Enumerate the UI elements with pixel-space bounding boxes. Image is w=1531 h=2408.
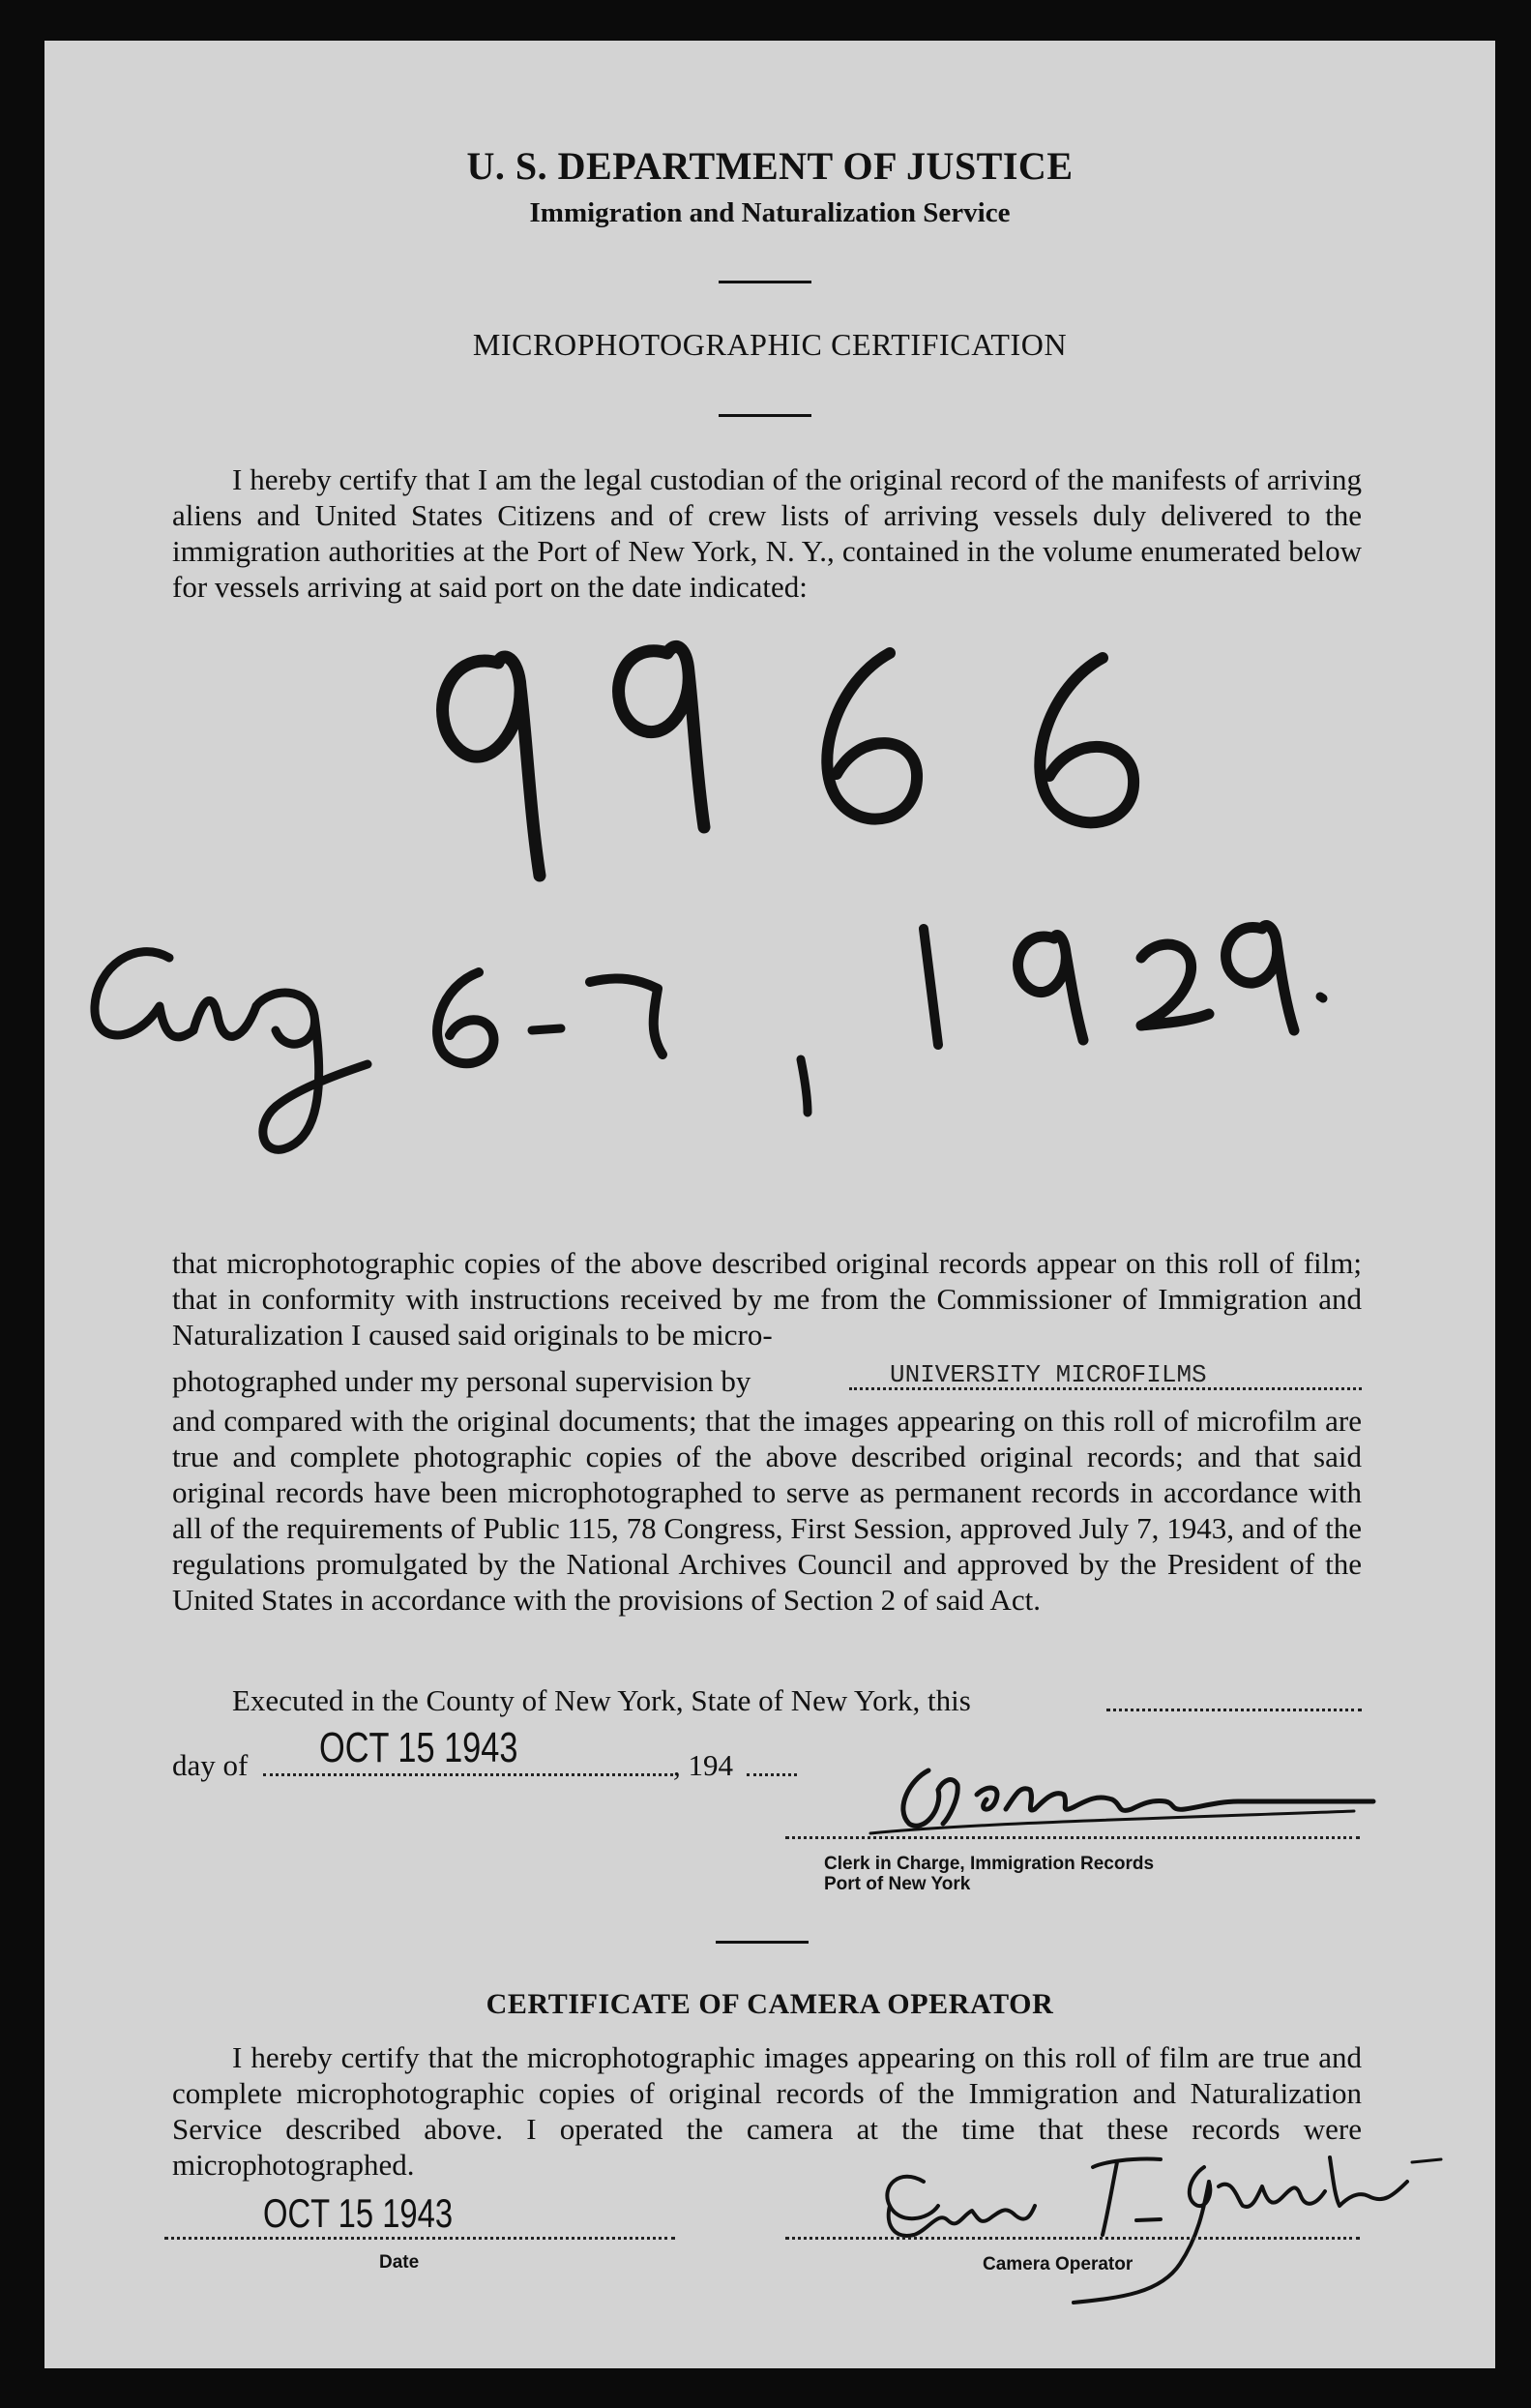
- execution-date-stamp: OCT 15 1943: [319, 1724, 518, 1771]
- camera-operator-statement: I hereby certify that the microphotographic images appearing on this roll of film are true and complete microphotographic copies of original records of the Immigration and Naturalization Service described above. I operated the camera at the time that these records were microphotographed.: [172, 2040, 1362, 2182]
- supervision-line-label: photographed under my personal supervision by: [172, 1364, 751, 1398]
- header-divider-1: [719, 281, 811, 283]
- camera-date-stamp: OCT 15 1943: [263, 2190, 454, 2236]
- clerk-signature-line: [785, 1836, 1360, 1839]
- executed-text: Executed in the County of New York, State of New York, this: [232, 1683, 971, 1717]
- department-heading: U. S. DEPARTMENT OF JUSTICE: [466, 144, 1074, 188]
- handwritten-date-range: [77, 900, 1354, 1190]
- section-divider: [716, 1941, 809, 1944]
- header-divider-2: [719, 414, 811, 417]
- year-prefix: , 194: [673, 1748, 733, 1782]
- camera-operator-title: CERTIFICATE OF CAMERA OPERATOR: [486, 1988, 1054, 2020]
- body-paragraph-start: that microphotographic copies of the above described original records appear on this roll of film; that in conformity with instructions received by me from the Commissioner of Immigration and Naturalization I caused said originals to be micro-: [172, 1246, 1362, 1352]
- service-subheading: Immigration and Naturalization Service: [529, 197, 1011, 228]
- day-of-label: day of: [172, 1748, 249, 1782]
- microfilm-company-typed: UNIVERSITY MICROFILMS: [890, 1360, 1207, 1389]
- year-fill-line: [747, 1773, 797, 1776]
- date-label: Date: [379, 2252, 420, 2273]
- camera-operator-signature-line: [785, 2237, 1360, 2240]
- executed-day-fill-line: [1106, 1709, 1362, 1711]
- date-fill-line: [164, 2237, 675, 2240]
- handwritten-volume-number: [406, 629, 1238, 900]
- certification-title: MICROPHOTOGRAPHIC CERTIFICATION: [472, 327, 1068, 362]
- clerk-title: Clerk in Charge, Immigration Records: [824, 1854, 1155, 1874]
- camera-operator-label: Camera Operator: [983, 2254, 1134, 2274]
- clerk-location: Port of New York: [824, 1874, 971, 1894]
- day-of-fill-line: [263, 1773, 673, 1776]
- clerk-signature: [851, 1741, 1373, 1848]
- intro-paragraph: I hereby certify that I am the legal custodian of the original record of the manifests of arriving aliens and United States Citizens and of crew lists of arriving vessels duly delivered to the immigration authorities at the Port of New York, N. Y., contained in the volume enumerated below for vessels arriving at said port on the date indicated:: [172, 462, 1362, 604]
- camera-operator-signature: [870, 2128, 1451, 2303]
- body-paragraph-rest: and compared with the original documents; that the images appearing on this roll of microfilm are true and complete photographic copies of the above described original records; and that said original records have been microphotographed to serve as permanent records in accordance with all of the requirements of Public 115, 78 Congress, First Session, approved July 7, 1943, and of the regulations promulgated by the National Archives Council and approved by the President of the United States in accordance with the provisions of Section 2 of said Act.: [172, 1404, 1362, 1617]
